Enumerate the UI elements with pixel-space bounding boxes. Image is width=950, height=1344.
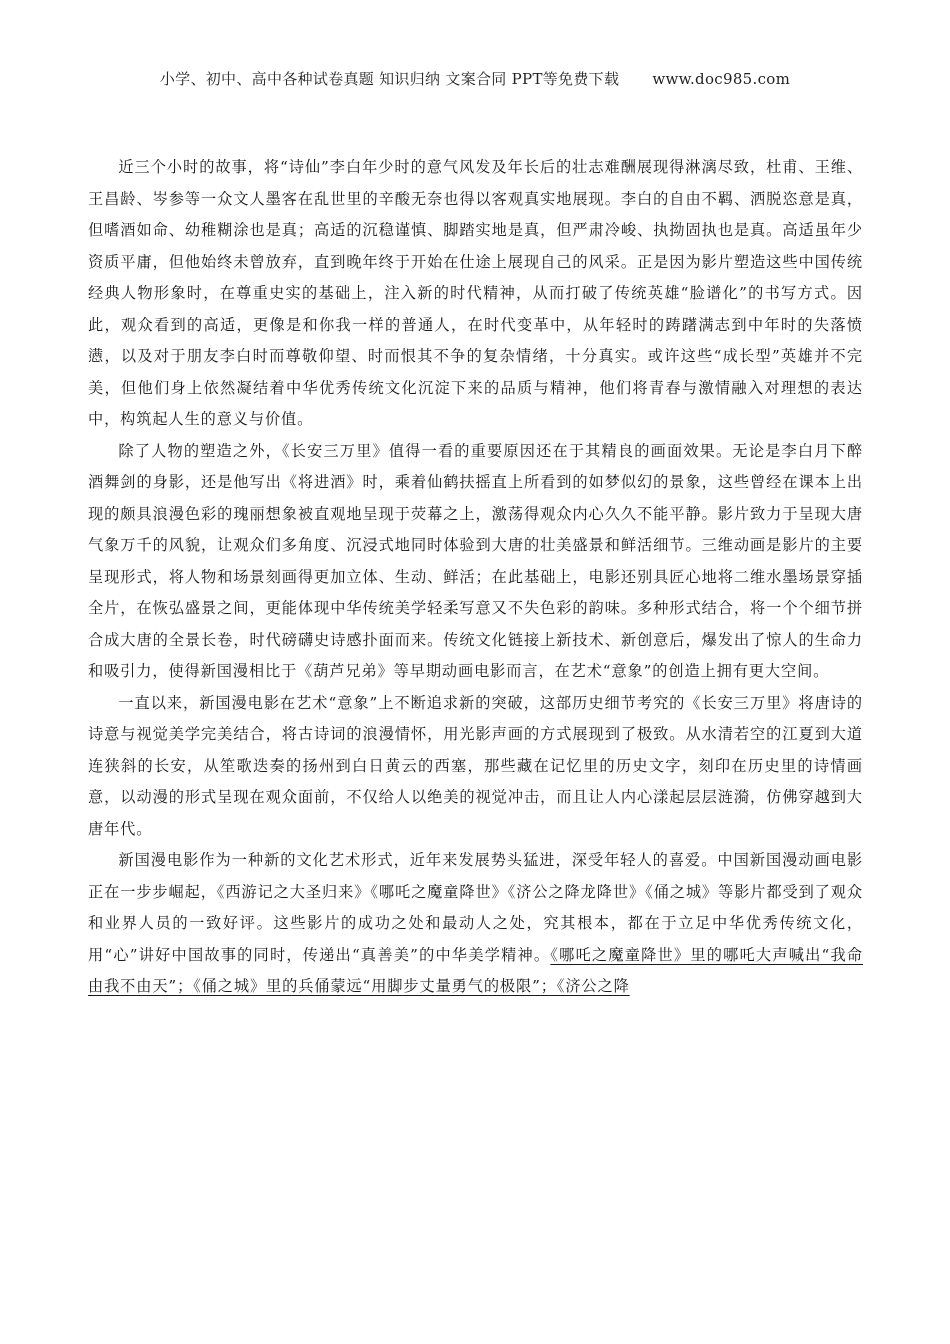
header-site-url: www.doc985.com	[652, 70, 791, 88]
underlined-excerpt: 《哪吒之魔童降世》里的哪吒大声喊出“我命由我不由天”；《俑之城》里的兵俑蒙远“用脚步丈量勇气的极限”；《济公之降	[88, 945, 863, 995]
article-body	[88, 152, 863, 1003]
article-paragraph-1: 近三个小时的故事，将“诗仙”李白年少时的意气风发及年长后的壮志难酬展现得淋漓尽致，杜甫、王维、王昌龄、岑参等一众文人墨客在乱世里的辛酸无奈也得以客观真实地展现。李白的自由不羁、洒脱恣意是真，但嗜酒如命、幼稚糊涂也是真；高适的沉稳谨慎、脚踏实地是真，但严肃冷峻、执拗固执也是真。高适虽年少资质平庸，但他始终未曾放弃，直到晚年终于开始在仕途上展现自己的风采。正是因为影片塑造这些中国传统经典人物形象时，在尊重史实的基础上，注入新的时代精神，从而打破了传统英雄“脸谱化”的书写方式。因此，观众看到的高适，更像是和你我一样的普通人，在时代变革中，从年轻时的踌躇满志到中年时的失落愤懑，以及对于朋友李白时而尊敬仰望、时而恨其不争的复杂情绪，十分真实。或许这些“成长型”英雄并不完美，但他们身上依然凝结着中华优秀传统文化沉淀下来的品质与精神，他们将青春与激情融入对理想的表达中，构筑起人生的意义与价值。	[88, 158, 863, 428]
header-text: 小学、初中、高中各种试卷真题 知识归纳 文案合同 PPT等免费下载	[159, 70, 620, 88]
article-paragraph-4-text: 新国漫电影作为一种新的文化艺术形式，近年来发展势头猛进，深受年轻人的喜爱。中国新国漫动画电影正在一步步崛起，《西游记之大圣归来》《哪吒之魔童降世》《济公之降龙降世》《俑之城》等影片都受到了观众和业界人员的一致好评。这些影片的成功之处和最动人之处，究其根本，都在于立足中华优秀传统文化，用“心”讲好中国故事的同时，传递出“真善美”的中华美学精神。	[88, 851, 863, 964]
page-header	[0, 68, 950, 89]
article-paragraph-4	[88, 845, 863, 1003]
article-paragraph-3: 一直以来，新国漫电影在艺术“意象”上不断追求新的突破，这部历史细节考究的《长安三万里》将唐诗的诗意与视觉美学完美结合，将古诗词的浪漫情怀，用光影声画的方式展现到了极致。从水清若空的江夏到大道连狭斜的长安，从笙歌迭奏的扬州到白日黄云的西塞，那些藏在记忆里的历史文字，刻印在历史里的诗情画意，以动漫的形式呈现在观众面前，不仅给人以绝美的视觉冲击，而且让人内心漾起层层涟漪，仿佛穿越到大唐年代。	[88, 693, 863, 838]
article-paragraph-2: 除了人物的塑造之外，《长安三万里》值得一看的重要原因还在于其精良的画面效果。无论是李白月下醉酒舞剑的身影，还是他写出《将进酒》时，乘着仙鹤扶摇直上所看到的如梦似幻的景象，这些曾经在课本上出现的颇具浪漫色彩的瑰丽想象被直观地呈现于荧幕之上，激荡得观众内心久久不能平静。影片致力于呈现大唐气象万千的风貌，让观众们多角度、沉浸式地同时体验到大唐的壮美盛景和鲜活细节。三维动画是影片的主要呈现形式，将人物和场景刻画得更加立体、生动、鲜活；在此基础上，电影还别具匠心地将二维水墨场景穿插全片，在恢弘盛景之间，更能体现中华传统美学轻柔写意又不失色彩的韵味。多种形式结合，将一个个细节拼合成大唐的全景长卷，时代磅礴史诗感扑面而来。传统文化链接上新技术、新创意后，爆发出了惊人的生命力和吸引力，使得新国漫相比于《葫芦兄弟》等早期动画电影而言，在艺术“意象”的创造上拥有更大空间。	[88, 441, 863, 680]
